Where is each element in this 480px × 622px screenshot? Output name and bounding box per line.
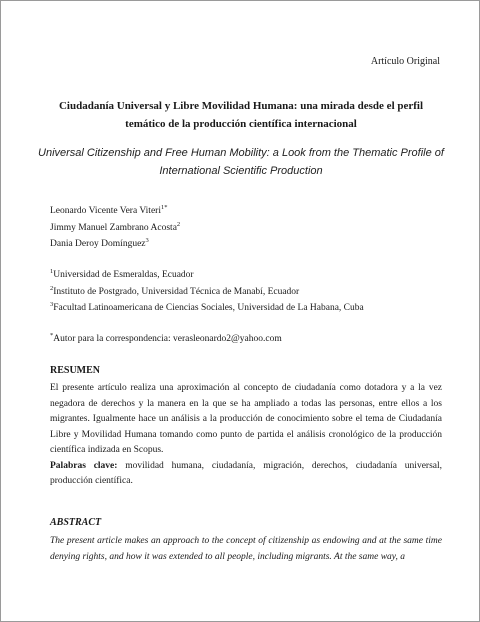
spanish-title-line-2: temático de la producción científica internacional xyxy=(125,118,357,130)
author-item xyxy=(50,220,180,237)
spanish-title-line-1: Ciudadanía Universal y Libre Movilidad Humana: una mirada desde el perfil xyxy=(58,100,424,112)
keywords-text: movilidad humana, ciudadanía, migración, derechos, ciudadanía universal, producción científica. xyxy=(50,460,442,486)
author-superscript: 3 xyxy=(145,236,149,244)
affiliation-text: Facultad Latinoamericana de Ciencias Sociales, Universidad de La Habana, Cuba xyxy=(53,303,364,313)
affiliation-list xyxy=(50,267,364,317)
correspondence-note xyxy=(50,331,282,344)
english-title-line-1: Universal Citizenship and Free Human Mobility: a Look from the Thematic Profile of xyxy=(38,147,444,159)
author-superscript: 1* xyxy=(160,203,168,211)
spanish-title xyxy=(41,97,441,133)
resumen-heading: RESUMEN xyxy=(50,365,101,376)
author-superscript: 2 xyxy=(176,220,181,228)
correspondence-superscript: * xyxy=(50,331,54,339)
author-name: Leonardo Vicente Vera Viteri xyxy=(50,206,161,216)
author-item xyxy=(50,236,180,253)
affiliation-superscript: 3 xyxy=(50,300,54,308)
author-item xyxy=(50,203,180,220)
affiliation-text: Instituto de Postgrado, Universidad Técnica de Manabí, Ecuador xyxy=(53,286,300,297)
english-title xyxy=(31,144,451,180)
affiliation-superscript: 1 xyxy=(50,267,54,275)
english-title-line-2: International Scientific Production xyxy=(159,165,323,177)
author-name: Jimmy Manuel Zambrano Acosta xyxy=(50,222,177,233)
author-list xyxy=(50,203,180,253)
affiliation-superscript: 2 xyxy=(50,284,54,292)
author-name: Dania Deroy Domínguez xyxy=(50,239,146,249)
resumen-paragraph: El presente artículo realiza una aproximación al concepto de ciudadanía como dotadora y a la vez negadora de derechos y la manera en la que se ha ampliado a todas las personas, entre ellos a los migrantes. Igualmente hace un análisis a la producción de conocimiento sobre el tema de Ciudadanía Libre y Movilidad Humana tomando como punto de partida el análisis cronológico de la producción científica indizada en Scopus. xyxy=(50,383,442,455)
affiliation-item xyxy=(50,267,364,284)
abstract-paragraph: The present article makes an approach to the concept of citizenship as endowing and at the same time denying rights, and how it was extended to all people, including migrants. At the same way, a xyxy=(50,536,442,562)
affiliation-text: Universidad de Esmeraldas, Ecuador xyxy=(53,270,194,280)
affiliation-item xyxy=(50,300,364,317)
abstract-heading: ABSTRACT xyxy=(50,517,102,528)
keywords-paragraph xyxy=(50,459,442,490)
affiliation-item xyxy=(50,284,364,301)
keywords-label: Palabras clave: xyxy=(50,460,118,471)
resumen-section xyxy=(50,381,442,490)
correspondence-text: Autor para la correspondencia: verasleonardo2@yahoo.com xyxy=(53,334,282,344)
article-type-label: Artículo Original xyxy=(370,56,440,67)
